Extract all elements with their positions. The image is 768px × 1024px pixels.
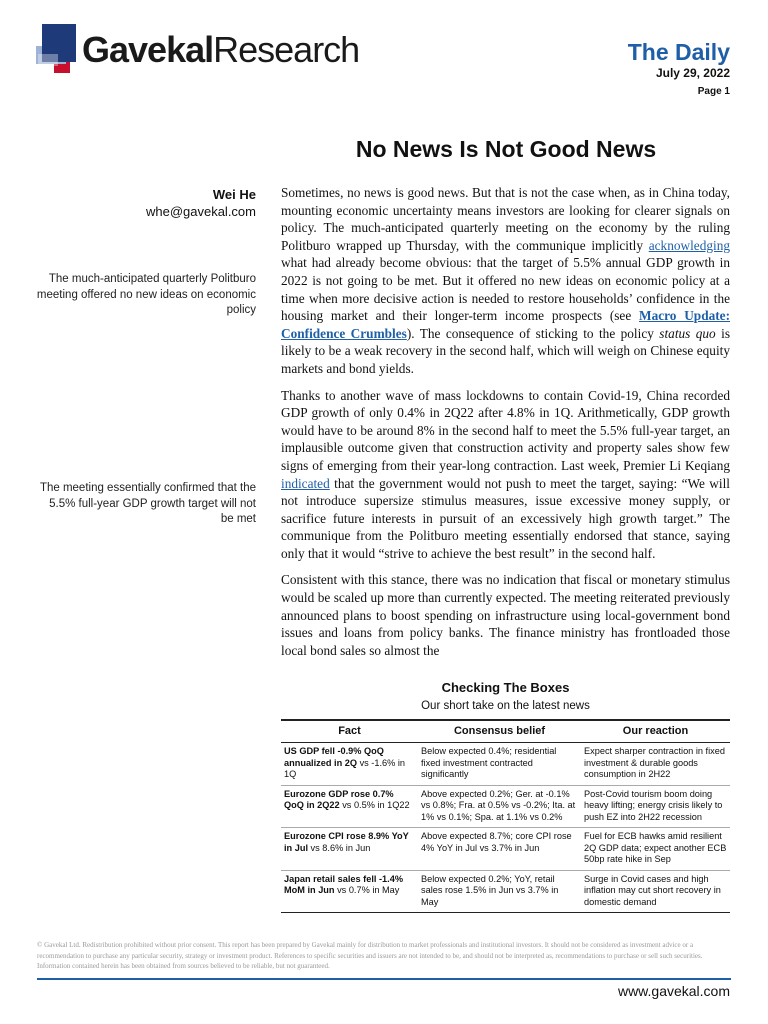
footer-divider <box>37 978 731 980</box>
acknowledging-link[interactable]: acknowledging <box>648 237 730 253</box>
column-header: Consensus belief <box>418 720 581 743</box>
table-header-row <box>281 720 730 743</box>
fact-cell: Japan retail sales fell -1.4% MoM in Jun vs 0.7% in May <box>281 870 418 913</box>
paragraph: Consistent with this stance, there was no indication that fiscal or monetary stimulus would be scaled up more than currently expected. The meeting reiterated previously announced plans to boost spending on infrastructure using local-government bond issues and loans from policy banks. The finance ministry has frontloaded those local bond sales so almost the <box>281 572 730 658</box>
article-body <box>281 184 730 668</box>
fact-cell: US GDP fell -0.9% QoQ annualized in 2Q vs -1.6% in 1Q <box>281 743 418 786</box>
macro-update-link[interactable]: Macro Update: Confidence Crumbles <box>281 308 730 341</box>
website-link[interactable]: www.gavekal.com <box>617 983 730 999</box>
publication-title: The Daily <box>627 39 730 65</box>
checking-the-boxes-table <box>281 719 730 913</box>
consensus-cell: Below expected 0.4%; residential fixed investment contracted significantly <box>418 743 581 786</box>
sidebar-note: The meeting essentially confirmed that the 5.5% full-year GDP growth target will not be met <box>39 482 256 525</box>
brand-name: GavekalResearch <box>82 29 360 70</box>
author-name: Wei He <box>212 187 256 202</box>
fact-cell: Eurozone CPI rose 8.9% YoY in Jul vs 8.6% in Jun <box>281 828 418 871</box>
reaction-cell: Fuel for ECB hawks amid resilient 2Q GDP data; expect another ECB 50bp rate hike in Sep <box>581 828 730 871</box>
sidebar-note: The much-anticipated quarterly Politburo meeting offered no new ideas on economic policy <box>36 273 256 316</box>
table-row <box>281 870 730 913</box>
column-header: Our reaction <box>581 720 730 743</box>
paragraph: Thanks to another wave of mass lockdowns to contain Covid-19, China recorded GDP growth of only 0.4% in 2Q22 after 4.8% in 1Q. Arithmetically, GDP growth would have to be around 8% in the second half to meet the 5.5% full-year target, an implausible outcome given that construction activity and property sales show few signs of emerging from their year-long contraction. Last week, Premier Li Keqiang indicated that the government would not push to meet the target, saying: “We will not introduce supersize stimulus measures, issue excessive money supply, or sacrifice future interests in pursuit of an excessively high growth target.” The communique from the Politburo meeting essentially endorsed that stance, saying only that it would “strive to achieve the best result” in the second half. <box>281 387 730 561</box>
author-block <box>146 186 256 221</box>
gavekal-logo <box>36 24 360 74</box>
author-email[interactable]: whe@gavekal.com <box>145 204 256 219</box>
reaction-cell: Surge in Covid cases and high inflation may cut short recovery in domestic demand <box>581 870 730 913</box>
table-row <box>281 828 730 871</box>
article-title: No News Is Not Good News <box>355 136 657 162</box>
page-number: Page 1 <box>697 86 730 97</box>
reaction-cell: Post-Covid tourism boom doing heavy lifting; energy crisis likely to push EZ into 2H22 recession <box>581 785 730 828</box>
reaction-cell: Expect sharper contraction in fixed investment & durable goods consumption in 2H22 <box>581 743 730 786</box>
disclaimer: © Gavekal Ltd. Redistribution prohibited without prior consent. This report has been prepared by Gavekal mainly for distribution to market professionals and institutional investors. It should not be considered as investment advice or a recommendation to purchase any particular security, strategy or investment product. References to specific securities and issuers are not intended to be, and should not be interpreted as, recommendations to purchase or sell such securities. Information contained herein has been obtained from sources believed to be reliable, but not guaranteed. <box>37 941 703 970</box>
fact-cell: Eurozone GDP rose 0.7% QoQ in 2Q22 vs 0.5% in 1Q22 <box>281 785 418 828</box>
table-row <box>281 743 730 786</box>
column-header: Fact <box>281 720 418 743</box>
table-subtitle: Our short take on the latest news <box>421 700 590 712</box>
consensus-cell: Above expected 0.2%; Ger. at -0.1% vs 0.8%; Fra. at 0.5% vs -0.2%; Ita. at 1% vs 0.1%; Spa. at 1.1% vs 0.2% <box>418 785 581 828</box>
paragraph: Sometimes, no news is good news. But that is not the case when, as in China today, mounting economic uncertainty means investors are looking for clearer signals on policy. The much-anticipated quarterly meeting on the economy by the ruling Politburo wrapped up Thursday, with the communique implicitly acknowledging what had already become obvious: that the target of 5.5% annual GDP growth in 2022 is not going to be met. But it offered no new ideas on economic policy at a time when more decisive action is needed to restore households’ confidence in the housing market and their longer-term income prospects (see Macro Update: Confidence Crumbles). The consequence of sticking to the policy status quo is likely to be a weak recovery in the second half, which will weigh on Chinese equity markets and bond yields. <box>281 185 730 376</box>
table-title: Checking The Boxes <box>441 680 570 695</box>
consensus-cell: Below expected 0.2%; YoY, retail sales rose 1.5% in Jun vs 3.7% in May <box>418 870 581 913</box>
publication-date: July 29, 2022 <box>655 66 730 80</box>
indicated-link[interactable]: indicated <box>281 475 330 491</box>
publication-block <box>628 38 730 99</box>
gavekal-logo-icon <box>36 24 82 74</box>
table-row <box>281 785 730 828</box>
consensus-cell: Above expected 8.7%; core CPI rose 4% YoY in Jul vs 3.7% in Jun <box>418 828 581 871</box>
